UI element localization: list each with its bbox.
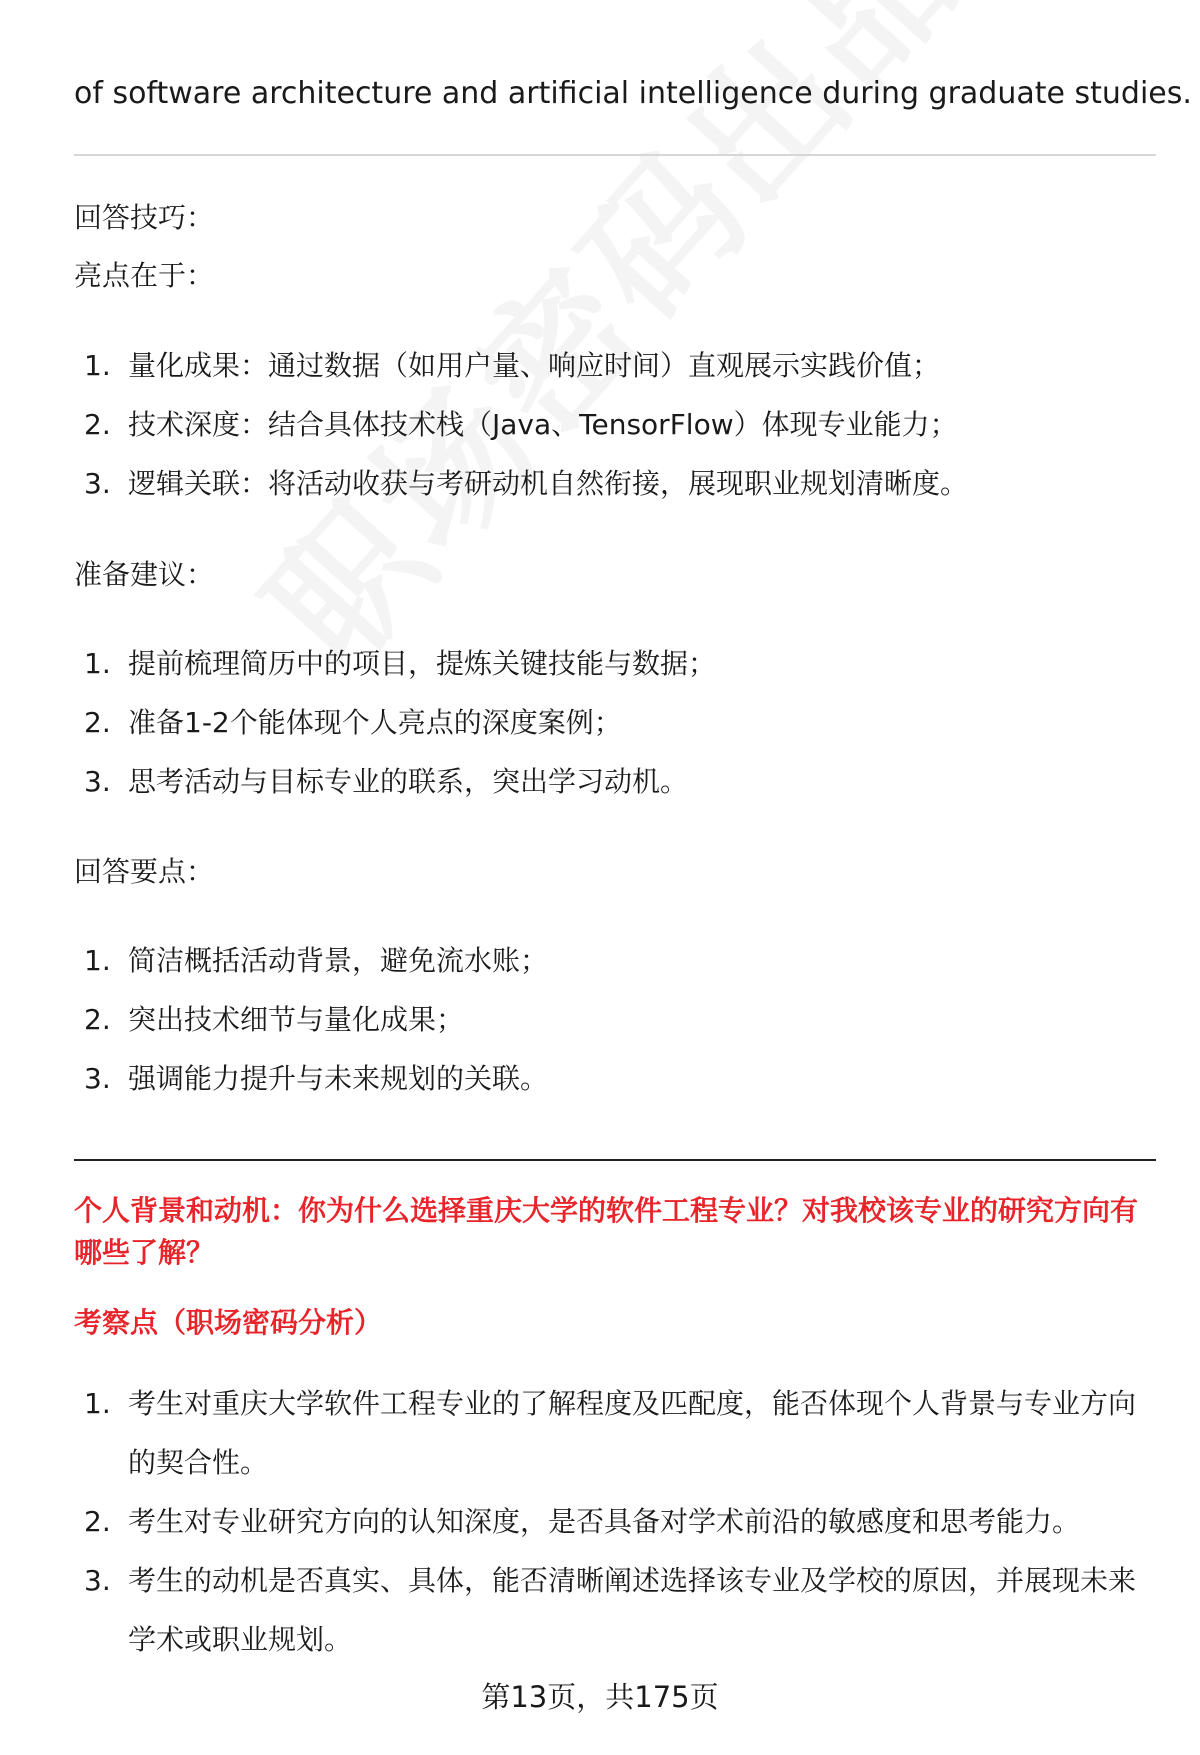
answer-tips-label: 回答技巧： (74, 201, 215, 234)
list-text: 技术深度：结合具体技术栈（Java、TensorFlow）体现专业能力； (128, 408, 958, 441)
section-divider (74, 154, 1156, 156)
list-number: 2. (84, 706, 111, 739)
list-item (74, 941, 1156, 981)
list-text: 提前梳理简历中的项目，提炼关键技能与数据； (128, 647, 717, 680)
list-item (74, 1000, 1156, 1040)
list-number: 1. (84, 647, 111, 680)
list-text: 强调能力提升与未来规划的关联。 (128, 1062, 549, 1095)
list-number: 3. (84, 1564, 111, 1597)
list-text: 考生对专业研究方向的认知深度，是否具备对学术前沿的敏感度和思考能力。 (128, 1505, 1081, 1538)
list-item (74, 1492, 1156, 1551)
key-points-list (74, 941, 1156, 1118)
list-text: 突出技术细节与量化成果； (128, 1003, 465, 1036)
list-item (74, 1551, 1156, 1669)
preparation-label: 准备建议： (74, 558, 215, 591)
intro-line: of software architecture and artificial intelligence during graduate studies. (74, 76, 1192, 111)
key-points-label: 回答要点： (74, 855, 215, 888)
list-item (74, 762, 1156, 802)
list-text: 简洁概括活动背景，避免流水账； (128, 944, 549, 977)
assessment-list (74, 1374, 1156, 1669)
preparation-list (74, 644, 1156, 821)
question-heading: 个人背景和动机：你为什么选择重庆大学的软件工程专业？对我校该专业的研究方向有哪些了解？ (74, 1194, 1139, 1269)
highlights-list (74, 346, 1156, 523)
list-number: 1. (84, 944, 111, 977)
list-number: 3. (84, 765, 111, 798)
list-number: 1. (84, 1387, 111, 1420)
list-item (74, 1059, 1156, 1099)
list-item (74, 1374, 1156, 1492)
list-number: 2. (84, 408, 111, 441)
list-text: 准备1-2个能体现个人亮点的深度案例； (128, 706, 622, 739)
list-text: 思考活动与目标专业的联系，突出学习动机。 (128, 765, 689, 798)
list-text: 量化成果：通过数据（如用户量、响应时间）直观展示实践价值； (128, 349, 941, 382)
question-divider (74, 1159, 1156, 1161)
list-number: 2. (84, 1003, 111, 1036)
list-text: 逻辑关联：将活动收获与考研动机自然衔接，展现职业规划清晰度。 (128, 467, 969, 500)
list-text: 考生的动机是否真实、具体，能否清晰阐述选择该专业及学校的原因，并展现未来学术或职业规划。 (128, 1564, 1137, 1656)
highlights-label: 亮点在于： (74, 259, 215, 292)
list-number: 3. (84, 1062, 111, 1095)
assessment-heading: 考察点（职场密码分析） (74, 1306, 383, 1339)
list-text: 考生对重庆大学软件工程专业的了解程度及匹配度，能否体现个人背景与专业方向的契合性。 (128, 1387, 1137, 1479)
page-number: 第13页，共175页 (481, 1680, 719, 1714)
list-item (74, 644, 1156, 684)
list-item (74, 405, 1156, 445)
list-number: 2. (84, 1505, 111, 1538)
list-item (74, 346, 1156, 386)
list-number: 1. (84, 349, 111, 382)
list-item (74, 703, 1156, 743)
list-number: 3. (84, 467, 111, 500)
list-item (74, 464, 1156, 504)
